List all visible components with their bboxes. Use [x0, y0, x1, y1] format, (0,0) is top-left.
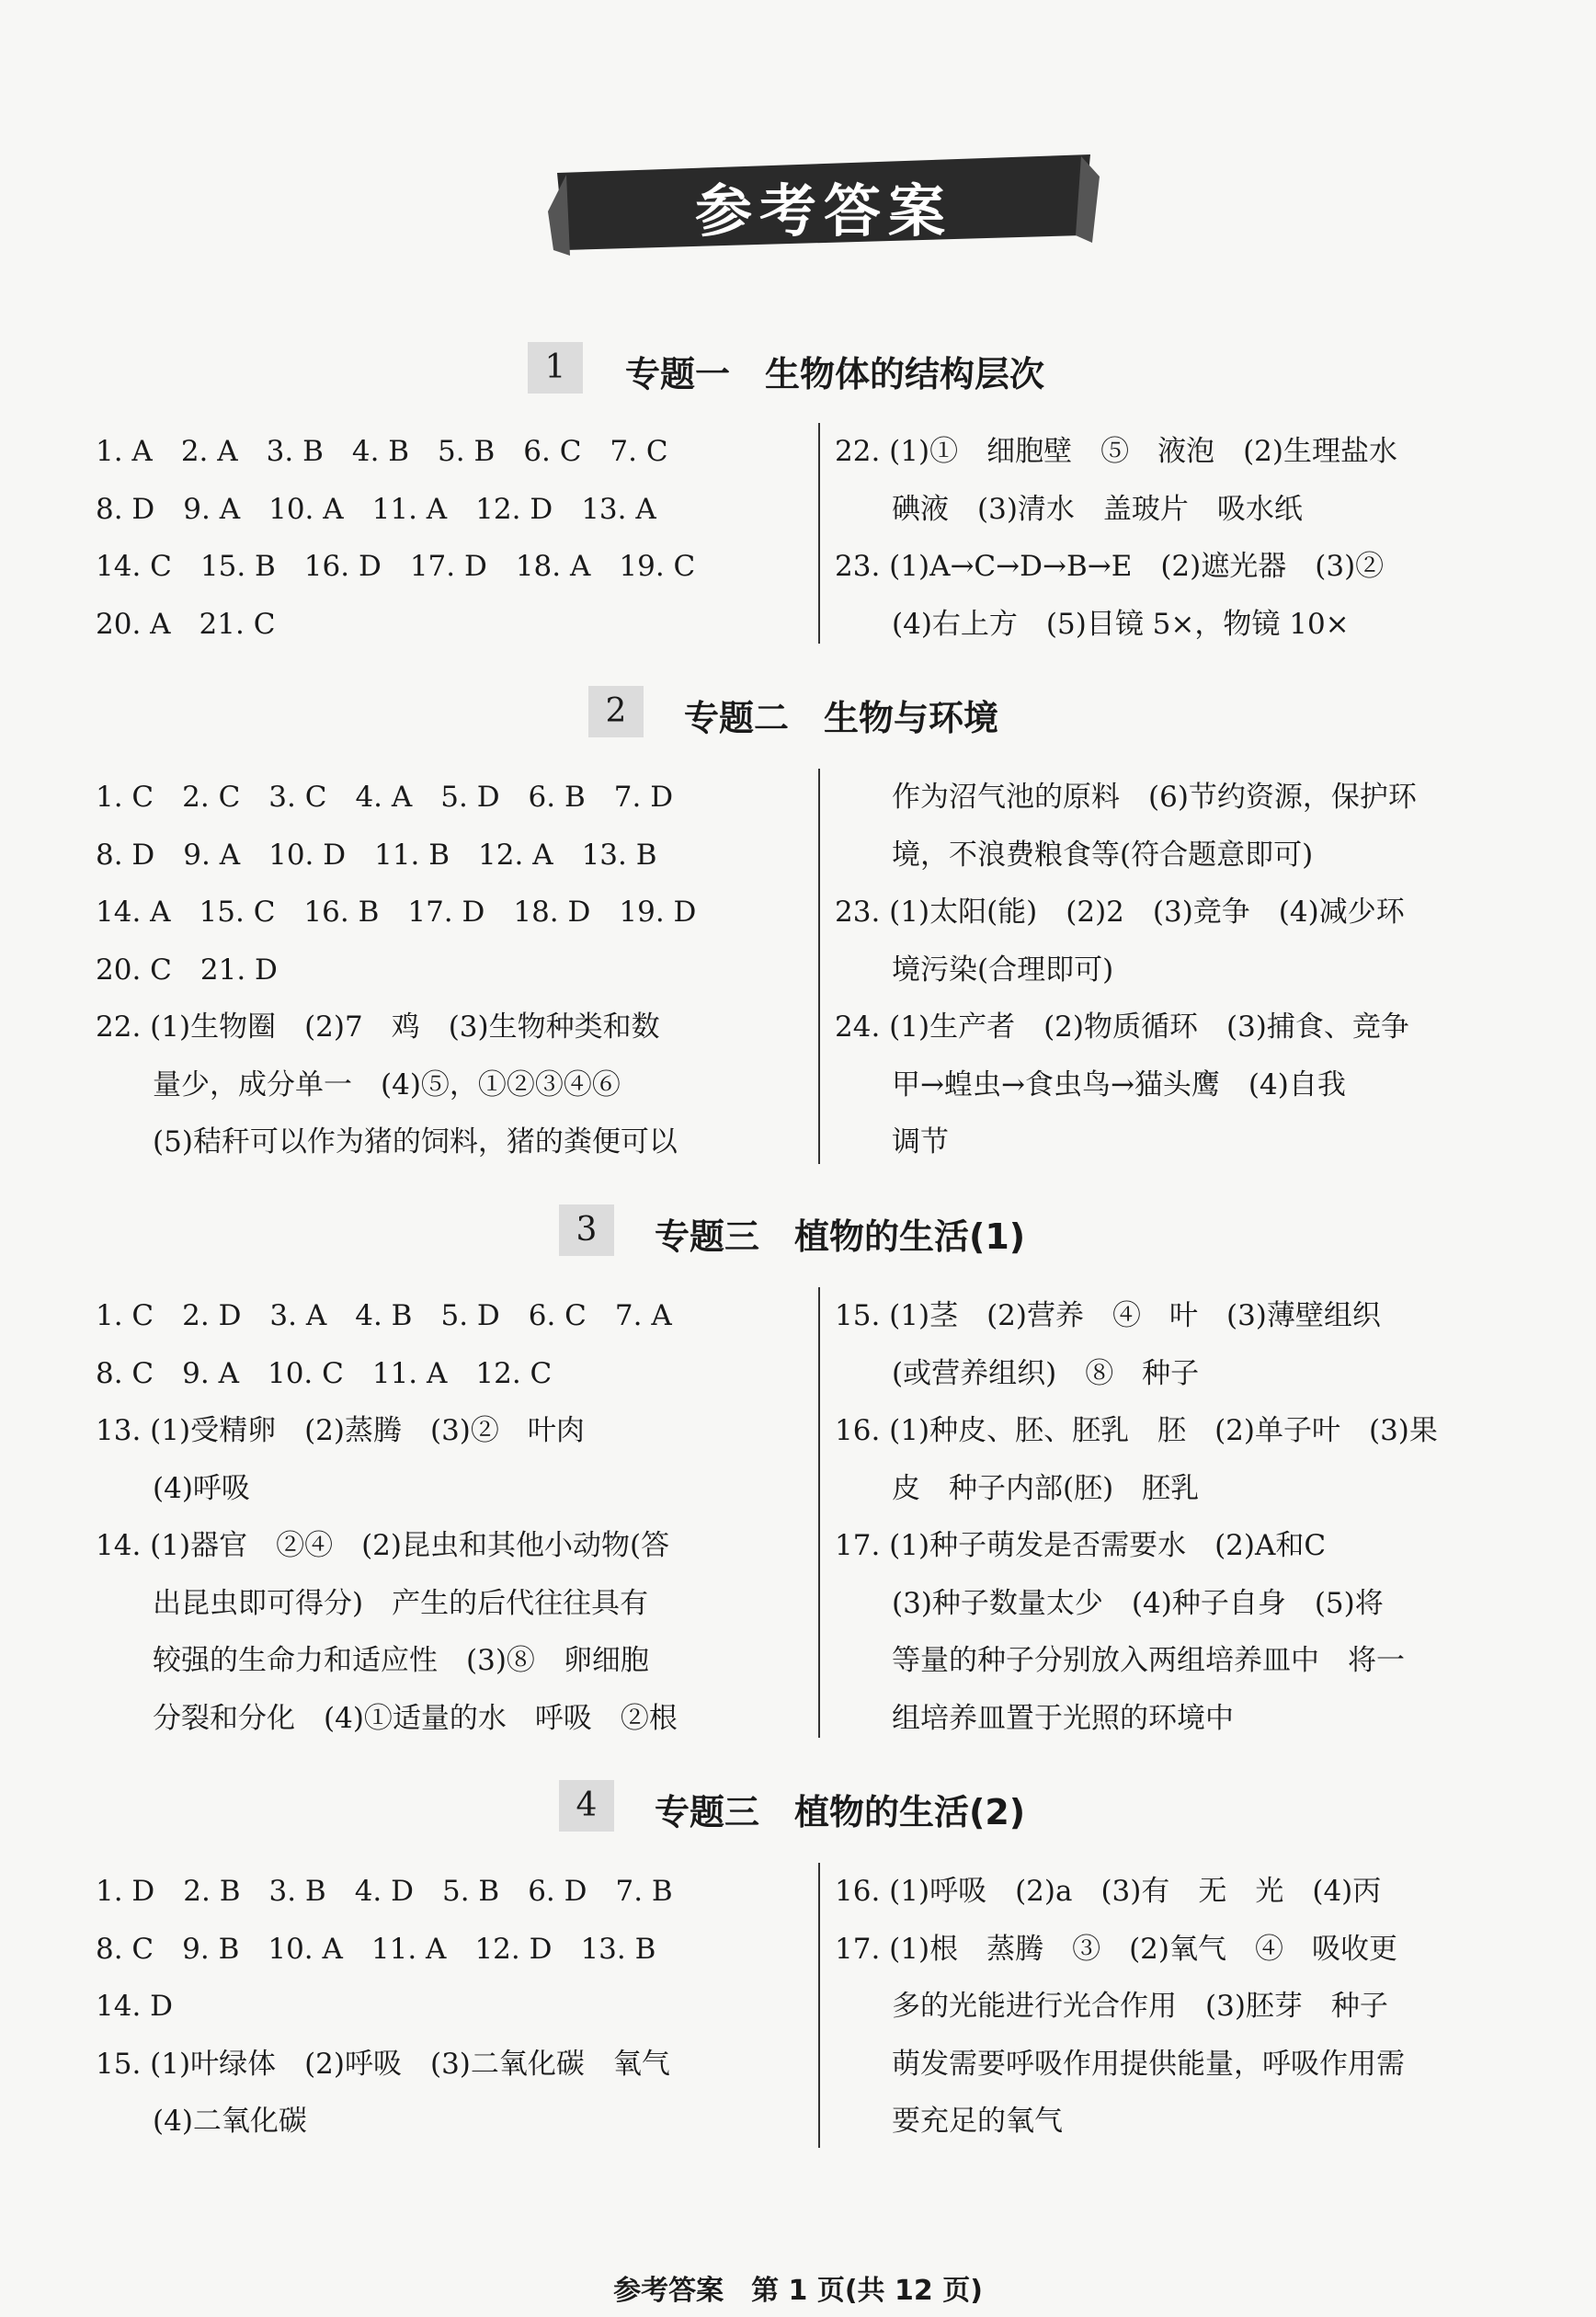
section-2-header — [0, 682, 1596, 747]
answer-line: 14. C 15. B 16. D 17. D 18. A 19. C — [96, 550, 696, 583]
section-3-header — [0, 1201, 1596, 1265]
answer-line: (3)种子数量太少 (4)种子自身 (5)将 — [835, 1586, 1384, 1620]
answer-line: 8. C 9. B 10. A 11. A 12. D 13. B — [96, 1932, 656, 1966]
answer-line: 组培养皿置于光照的环境中 — [835, 1701, 1234, 1735]
section-2-left-column — [96, 769, 813, 1171]
banner-title: 参考答案 — [694, 177, 952, 245]
answer-line: 碘液 (3)清水 盖玻片 吸水纸 — [835, 492, 1303, 526]
answer-line: 较强的生命力和适应性 (3)⑧ 卵细胞 — [96, 1644, 649, 1677]
answer-line: 境，不浪费粮食等(符合题意即可) — [835, 838, 1314, 872]
answer-line: 甲→蝗虫→食虫鸟→猫头鹰 (4)自我 — [835, 1067, 1346, 1101]
answer-line: 作为沼气池的原料 (6)节约资源，保护环 — [835, 781, 1417, 814]
answer-line: 等量的种子分别放入两组培养皿中 将一 — [835, 1644, 1405, 1677]
answer-line: 8. C 9. A 10. C 11. A 12. C — [96, 1356, 553, 1390]
answer-line: 13. (1)受精卵 (2)蒸腾 (3)② 叶肉 — [96, 1414, 585, 1447]
section-number: 4 — [559, 1780, 614, 1832]
answer-line: 1. C 2. D 3. A 4. B 5. D 6. C 7. A — [96, 1299, 672, 1332]
answer-line: 多的光能进行光合作用 (3)胚芽 种子 — [835, 1990, 1388, 2023]
section-1-header — [0, 338, 1596, 403]
answer-line: 调节 — [835, 1125, 949, 1158]
answer-line: 14. A 15. C 16. B 17. D 18. D 19. D — [96, 896, 697, 929]
answer-line: 15. (1)叶绿体 (2)呼吸 (3)二氧化碳 氧气 — [96, 2047, 670, 2081]
answer-line: (或营养组织) ⑧ 种子 — [835, 1356, 1200, 1390]
answer-line: 萌发需要呼吸作用提供能量，呼吸作用需 — [835, 2047, 1405, 2081]
section-3-right-column — [835, 1287, 1552, 1747]
title-banner — [548, 147, 1100, 257]
answer-line: 17. (1)根 蒸腾 ③ (2)氧气 ④ 吸收更 — [835, 1932, 1397, 1966]
answer-line: 分裂和分化 (4)①适量的水 呼吸 ②根 — [96, 1701, 678, 1735]
answer-line: (5)秸秆可以作为猪的饲料，猪的粪便可以 — [96, 1125, 678, 1158]
page-footer: 参考答案 第 1 页(共 12 页) — [613, 2275, 983, 2307]
section-2-right-column — [835, 769, 1552, 1171]
section-1-right-column — [835, 423, 1552, 653]
section-title: 专题三 植物的生活(2) — [655, 1792, 1026, 1832]
answer-line: (4)呼吸 — [96, 1471, 250, 1505]
answer-line: 皮 种子内部(胚) 胚乳 — [835, 1471, 1200, 1505]
section-1-left-column — [96, 423, 813, 653]
column-divider — [818, 769, 820, 1164]
answer-line: (4)二氧化碳 — [96, 2105, 307, 2138]
section-number: 1 — [528, 342, 583, 394]
answer-line: 24. (1)生产者 (2)物质循环 (3)捕食、竞争 — [835, 1010, 1409, 1044]
section-4-header — [0, 1776, 1596, 1841]
answer-line: 20. C 21. D — [96, 953, 278, 987]
section-4-right-column — [835, 1863, 1552, 2151]
answer-line: 22. (1)生物圈 (2)7 鸡 (3)生物种类和数 — [96, 1010, 660, 1044]
column-divider — [818, 423, 820, 644]
answer-line: 8. D 9. A 10. D 11. B 12. A 13. B — [96, 838, 657, 872]
answer-line: 要充足的氧气 — [835, 2105, 1063, 2138]
section-number: 2 — [588, 686, 644, 737]
answer-line: 20. A 21. C — [96, 607, 276, 641]
answer-line: 23. (1)A→C→D→B→E (2)遮光器 (3)② — [835, 550, 1385, 583]
column-divider — [818, 1863, 820, 2148]
answer-line: 23. (1)太阳(能) (2)2 (3)竞争 (4)减少环 — [835, 896, 1405, 929]
answer-line: 量少，成分单一 (4)⑤，①②③④⑥ — [96, 1067, 621, 1101]
section-number: 3 — [559, 1204, 614, 1256]
column-divider — [818, 1287, 820, 1738]
answer-line: 22. (1)① 细胞壁 ⑤ 液泡 (2)生理盐水 — [835, 435, 1397, 468]
answer-line: 境污染(合理即可) — [835, 953, 1114, 987]
answer-line: 14. (1)器官 ②④ (2)昆虫和其他小动物(答 — [96, 1529, 670, 1562]
answer-line: 1. D 2. B 3. B 4. D 5. B 6. D 7. B — [96, 1875, 673, 1908]
section-title: 专题三 植物的生活(1) — [655, 1216, 1026, 1257]
section-3-left-column — [96, 1287, 813, 1747]
section-title: 专题二 生物与环境 — [684, 698, 999, 738]
section-4-left-column — [96, 1863, 813, 2151]
section-title: 专题一 生物体的结构层次 — [625, 354, 1045, 394]
answer-line: 15. (1)茎 (2)营养 ④ 叶 (3)薄壁组织 — [835, 1299, 1381, 1332]
answer-line: 8. D 9. A 10. A 11. A 12. D 13. A — [96, 492, 656, 526]
answer-line: 16. (1)呼吸 (2)a (3)有 无 光 (4)丙 — [835, 1875, 1382, 1908]
answer-line: 出昆虫即可得分) 产生的后代往往具有 — [96, 1586, 649, 1620]
answer-line: 1. A 2. A 3. B 4. B 5. B 6. C 7. C — [96, 435, 668, 468]
answer-line: 17. (1)种子萌发是否需要水 (2)A和C — [835, 1529, 1327, 1562]
answer-line: 16. (1)种皮、胚、胚乳 胚 (2)单子叶 (3)果 — [835, 1414, 1438, 1447]
answer-line: (4)右上方 (5)目镜 5×，物镜 10× — [835, 607, 1350, 641]
answer-line: 1. C 2. C 3. C 4. A 5. D 6. B 7. D — [96, 781, 674, 814]
answer-line: 14. D — [96, 1990, 174, 2023]
